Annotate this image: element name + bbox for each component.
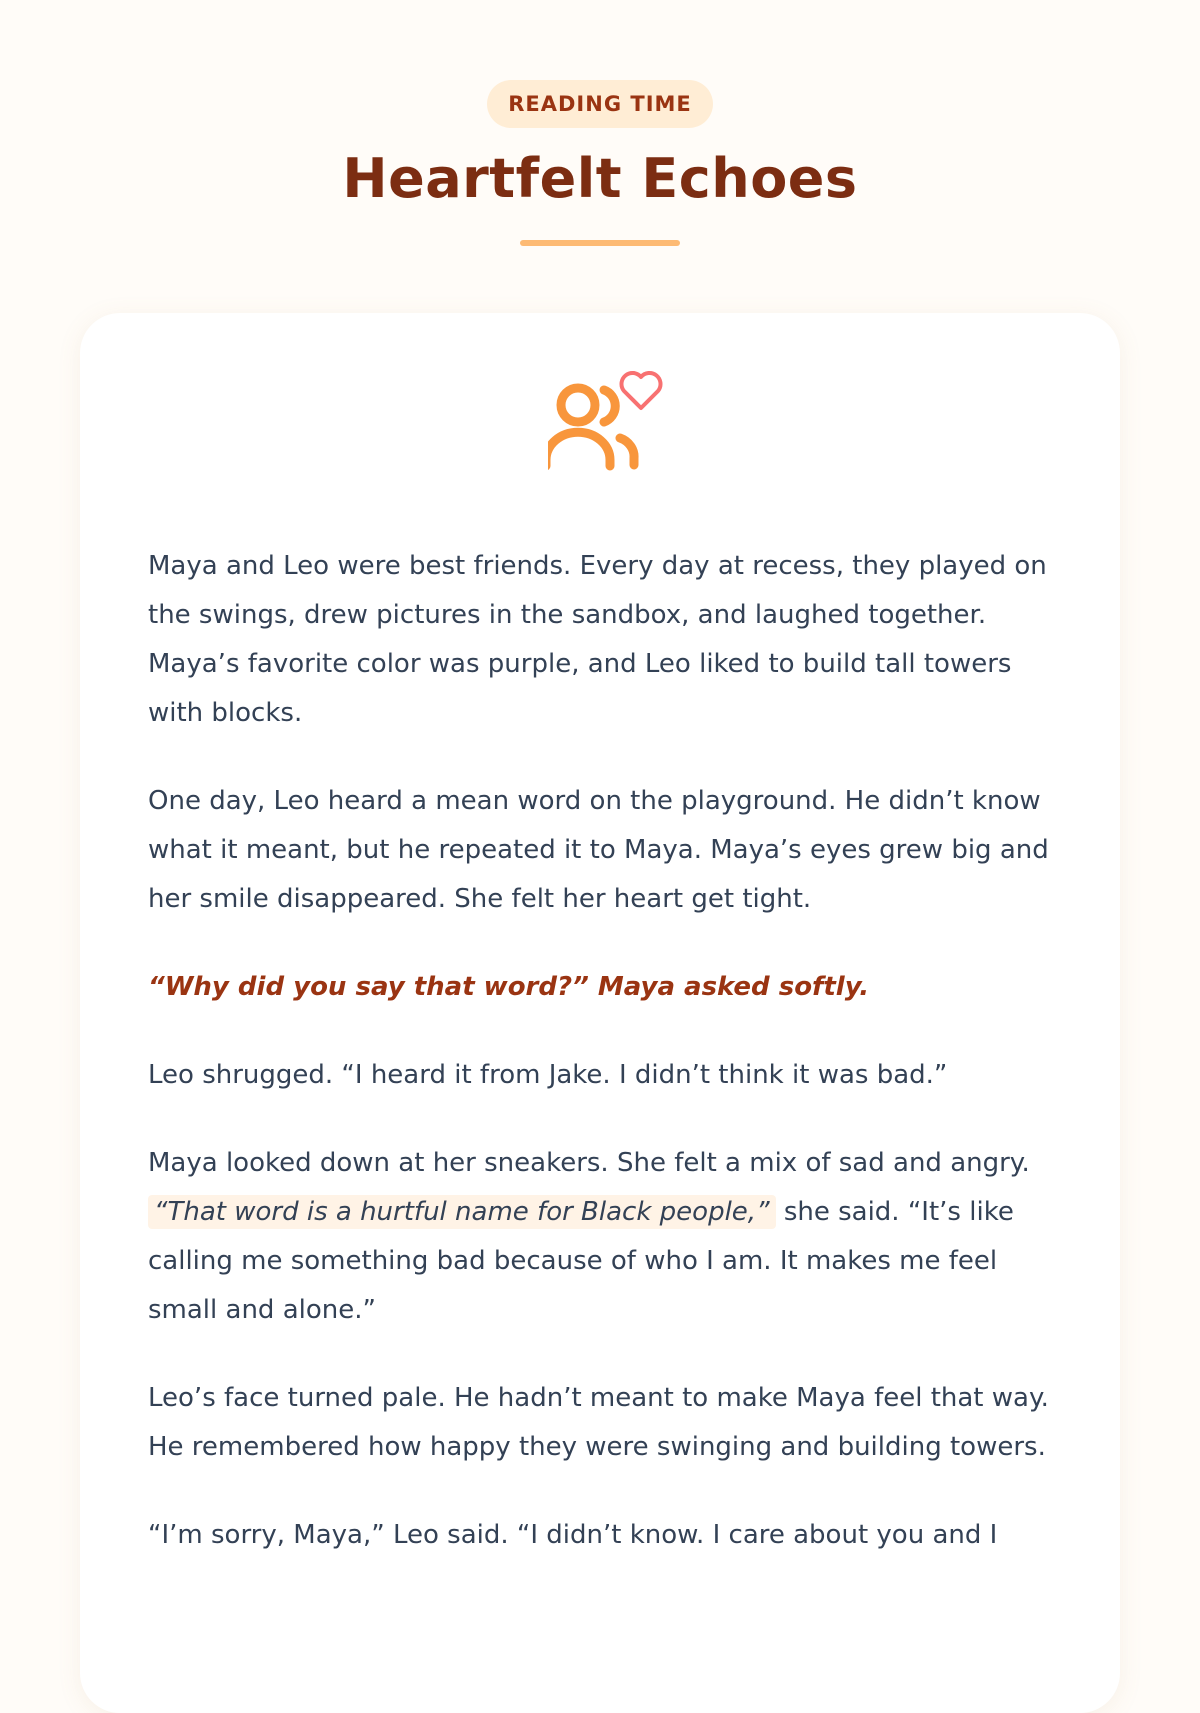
story-paragraph: One day, Leo heard a mean word on the playground. He didn’t know what it meant, but he repeated it to Maya. Maya’s eyes grew big and her smile disappeared. She felt her heart get tight. bbox=[148, 786, 1049, 914]
story-sentence: she said. “It’s like calling me something bad because of who I am. It makes me feel small and alone.” bbox=[148, 1197, 1014, 1325]
story-paragraph: Maya and Leo were best friends. Every day at recess, they played on the swings, drew pictures in the sandbox, and laughed together. Maya’s favorite color was purple, and Leo liked to build tall towers with blocks. bbox=[148, 551, 1047, 728]
story-text bbox=[148, 542, 1068, 1599]
highlighted-quote: “That word is a hurtful name for Black people,” bbox=[148, 1195, 776, 1229]
person-body-icon bbox=[548, 432, 610, 466]
reading-time-badge: READING TIME bbox=[487, 80, 713, 128]
person-back-head-icon bbox=[604, 390, 615, 422]
heart-icon bbox=[621, 373, 660, 408]
story-paragraph: Leo shrugged. “I heard it from Jake. I didn’t think it was bad.” bbox=[148, 1060, 948, 1090]
person-back-body-icon bbox=[620, 438, 634, 465]
story-title: Heartfelt Echoes bbox=[342, 147, 858, 210]
person-head-icon bbox=[561, 388, 595, 422]
friends-heart-icon bbox=[548, 370, 688, 486]
story-paragraph: “I’m sorry, Maya,” Leo said. “I didn’t know. I care about you and I bbox=[148, 1520, 998, 1550]
story-paragraph bbox=[148, 1139, 1068, 1335]
story-paragraph: Leo’s face turned pale. He hadn’t meant to make Maya feel that way. He remembered how happy they were swinging and building towers. bbox=[148, 1383, 1049, 1462]
story-sentence: Maya looked down at her sneakers. She felt a mix of sad and angry. bbox=[148, 1148, 1030, 1178]
title-underline bbox=[520, 240, 680, 246]
story-dialogue: “Why did you say that word?” Maya asked softly. bbox=[148, 972, 870, 1002]
